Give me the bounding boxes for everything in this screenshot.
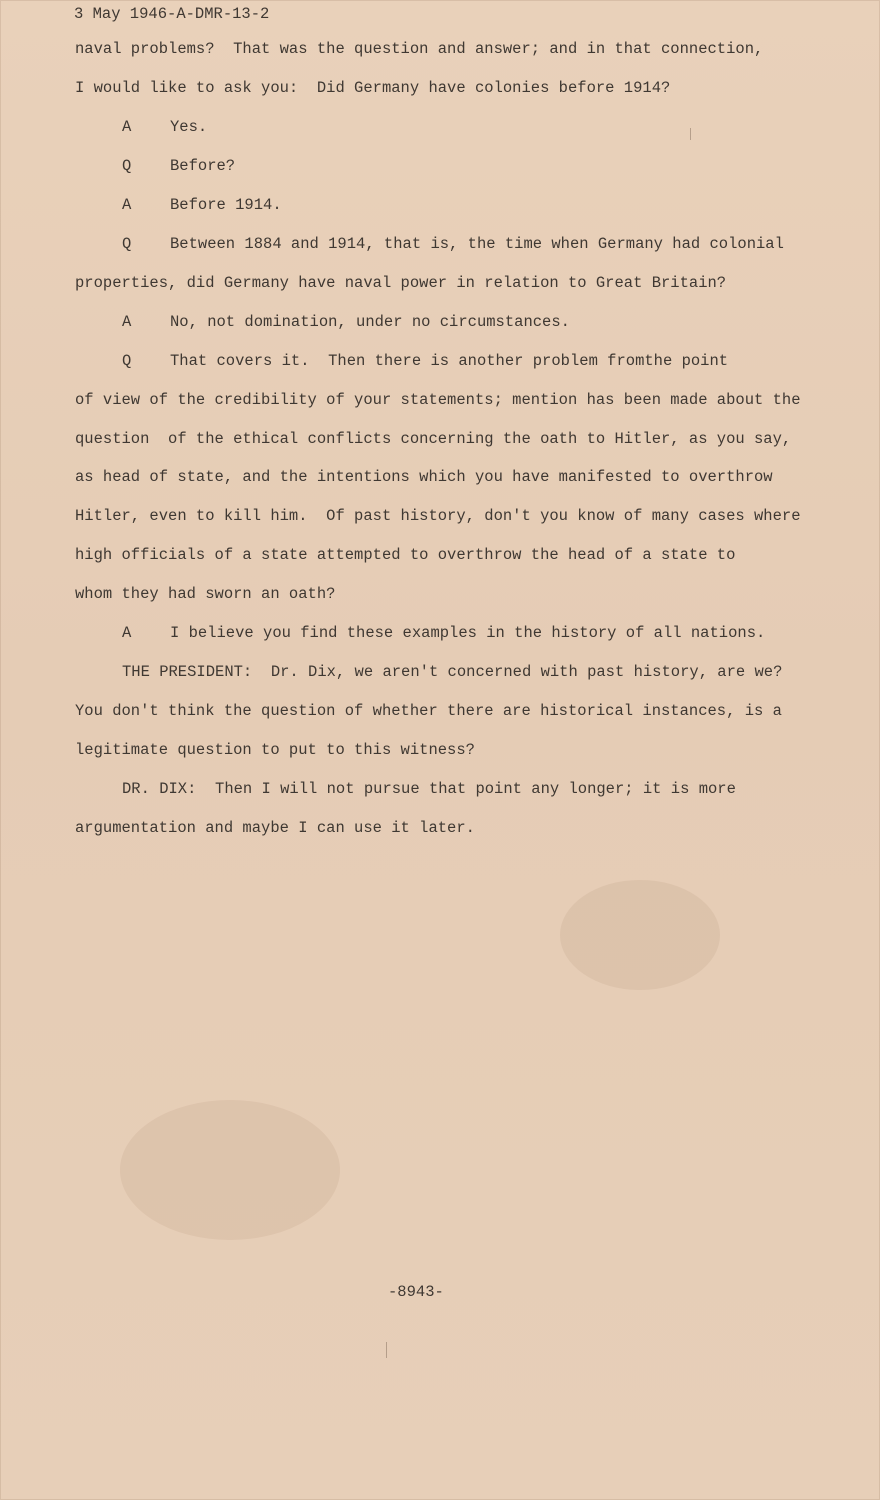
text-line: properties, did Germany have naval power in relation to Great Britain?: [75, 273, 727, 292]
qa-text: Yes.: [170, 117, 208, 136]
text-line: naval problems? That was the question and answer; and in that connection,: [75, 40, 764, 58]
text-line: Hitler, even to kill him. Of past history, don't you know of many cases where: [75, 507, 801, 526]
text-line: of view of the credibility of your statements; mention has been made about the: [75, 390, 801, 409]
qa-line: [122, 235, 784, 253]
text-line: legitimate question to put to this witness?: [75, 741, 475, 760]
qa-text: I believe you find these examples in the history of all nations.: [170, 624, 766, 643]
speaker-line: DR. DIX: Then I will not pursue that point any longer; it is more: [122, 780, 736, 799]
qa-text: Before?: [170, 156, 236, 175]
qa-marker: A: [122, 312, 132, 331]
qa-line: [122, 196, 282, 214]
text-line: as head of state, and the intentions which you have manifested to overthrow: [75, 468, 773, 487]
qa-line: [122, 157, 235, 175]
text-line: whom they had sworn an oath?: [75, 585, 336, 604]
document-header: 3 May 1946-A-DMR-13-2: [74, 5, 270, 23]
qa-line: [122, 352, 728, 370]
text-line: argumentation and maybe I can use it later.: [75, 819, 475, 837]
text-line: I would like to ask you: Did Germany have colonies before 1914?: [75, 78, 671, 97]
paper-mark: [690, 128, 691, 140]
qa-marker: Q: [122, 351, 132, 370]
paper-stain: [120, 1100, 340, 1240]
text-line: high officials of a state attempted to overthrow the head of a state to: [75, 546, 736, 565]
speaker-line: THE PRESIDENT: Dr. Dix, we aren't concerned with past history, are we?: [122, 663, 783, 682]
paper-stain: [560, 880, 720, 990]
qa-line: [122, 118, 207, 136]
qa-line: [122, 624, 765, 642]
qa-marker: A: [122, 195, 132, 214]
page-number: -8943-: [388, 1283, 444, 1301]
qa-text: Before 1914.: [170, 195, 282, 214]
text-line: You don't think the question of whether there are historical instances, is a: [75, 702, 782, 721]
paper-mark: [386, 1342, 387, 1358]
qa-marker: A: [122, 117, 132, 136]
qa-marker: Q: [122, 234, 132, 253]
qa-marker: A: [122, 624, 132, 643]
qa-marker: Q: [122, 156, 132, 175]
qa-text: No, not domination, under no circumstances.: [170, 312, 570, 331]
qa-text: Between 1884 and 1914, that is, the time when Germany had colonial: [170, 234, 784, 253]
qa-line: [122, 313, 570, 331]
qa-text: That covers it. Then there is another problem fromthe point: [170, 351, 729, 370]
text-line: question of the ethical conflicts concerning the oath to Hitler, as you say,: [75, 429, 792, 448]
